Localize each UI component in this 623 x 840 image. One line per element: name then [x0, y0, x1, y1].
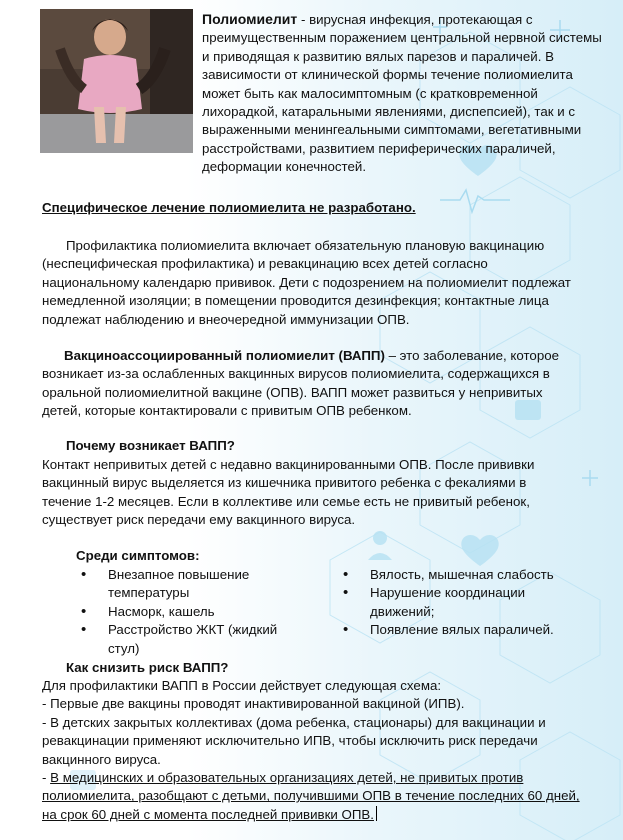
vapp-paragraph: [42, 347, 577, 421]
reduce-item-1: - Первые две вакцины проводят инактивированной вакциной (ИПВ).: [42, 696, 465, 712]
vapp-term: Вакциноассоциированный полиомиелит (ВАПП): [64, 348, 385, 363]
list-item: • Появление вялых параличей.: [343, 621, 554, 639]
intro-term: Полиомиелит: [202, 11, 298, 27]
bullet-icon: •: [343, 566, 349, 583]
reduce-heading: Как снизить риск ВАПП?: [66, 660, 229, 675]
why-paragraph: Контакт непривитых детей с недавно вакцинированными ОПВ. После прививки вакцинный вирус выделяется из кишечника привитого ребенка с фекалиями в течение 1-2 месяцев. Если в коллективе или семье есть не привитый ребенок, существует риск передачи ему вакцинного вируса.: [42, 457, 535, 528]
bullet-icon: •: [81, 621, 87, 639]
prevention-paragraph: [42, 237, 577, 329]
symptoms-list-right: [343, 566, 585, 640]
list-item: • Вялость, мышечная слабость: [343, 566, 554, 583]
text-cursor: [376, 806, 377, 821]
symptoms-heading: Среди симптомов:: [76, 548, 200, 563]
why-heading: Почему возникает ВАПП?: [66, 438, 235, 453]
list-item: • Нарушение координации движений;: [343, 584, 526, 619]
reduce-item-3-text: В медицинских и образовательных организациях детей, не привитых против полиомиелита, разобщают с детьми, получившими ОПВ в течение последних 60 дней, на срок 60 дней с момента последней прививки ОПВ.: [42, 770, 580, 822]
bullet-icon: •: [81, 602, 87, 620]
treatment-heading: Специфическое лечение полиомиелита не разработано.: [42, 200, 416, 215]
intro-paragraph: [202, 10, 607, 177]
reduce-section: [42, 677, 587, 824]
reduce-intro: Для профилактики ВАПП в России действует следующая схема:: [42, 678, 442, 693]
reduce-item-2: - В детских закрытых коллективах (дома ребенка, стационары) для вакцинации и ревакцинации применяют исключительно ИПВ, чтобы исключить риск передачи вакцинного вируса.: [42, 714, 546, 767]
bullet-icon: •: [343, 621, 349, 639]
prevention-text: Профилактика полиомиелита включает обязательную плановую вакцинацию (неспецифическая профилактика) и ревакцинацию всех детей согласно национальному календарю прививок. Дети с подозрением на полиомиелит подлежат немедленной изоляции; в помещении проводится дезинфекция; контактные лица подлежат наблюдению и внеочередной иммунизации ОПВ.: [42, 238, 571, 327]
vapp-indent: [42, 348, 64, 363]
bullet-icon: •: [81, 566, 87, 583]
list-item: • Расстройство ЖКТ (жидкий стул): [81, 621, 278, 656]
child-photo: [40, 9, 193, 153]
intro-text: - вирусная инфекция, протекающая с преимущественным поражением центральной нервной системы и приводящая к развитию вялых парезов и параличей. В зависимости от клинической формы течение полиомиелита может быть как малосимптомным (с кратковременной лихорадкой, катаральными явлениями, диспепсией), так и с выраженными менингеальными симптомами, вегетативными расстройствами, развитием периферических параличей, деформации конечностей.: [202, 12, 602, 175]
list-item: • Внезапное повышение температуры: [81, 566, 250, 601]
reduce-item-3: - В медицинских и образовательных организациях детей, не привитых против полиомиелита, разобщают с детьми, получившими ОПВ в течение последних 60 дней, на срок 60 дней с момента последней прививки ОПВ.: [42, 770, 580, 822]
prevention-indent: [42, 238, 66, 253]
vapp-text: – это заболевание, которое возникает из-за ослабленных вакцинных вирусов полиомиелита, содержащихся в оральной полиомиелитной вакцине (ОПВ). ВАПП может развиться у непривитых детей, которые контактировали с привитым ОПВ ребенком.: [42, 348, 560, 419]
symptoms-list-left: [81, 566, 308, 658]
list-item: • Насморк, кашель: [81, 602, 215, 620]
bullet-icon: •: [343, 584, 349, 602]
